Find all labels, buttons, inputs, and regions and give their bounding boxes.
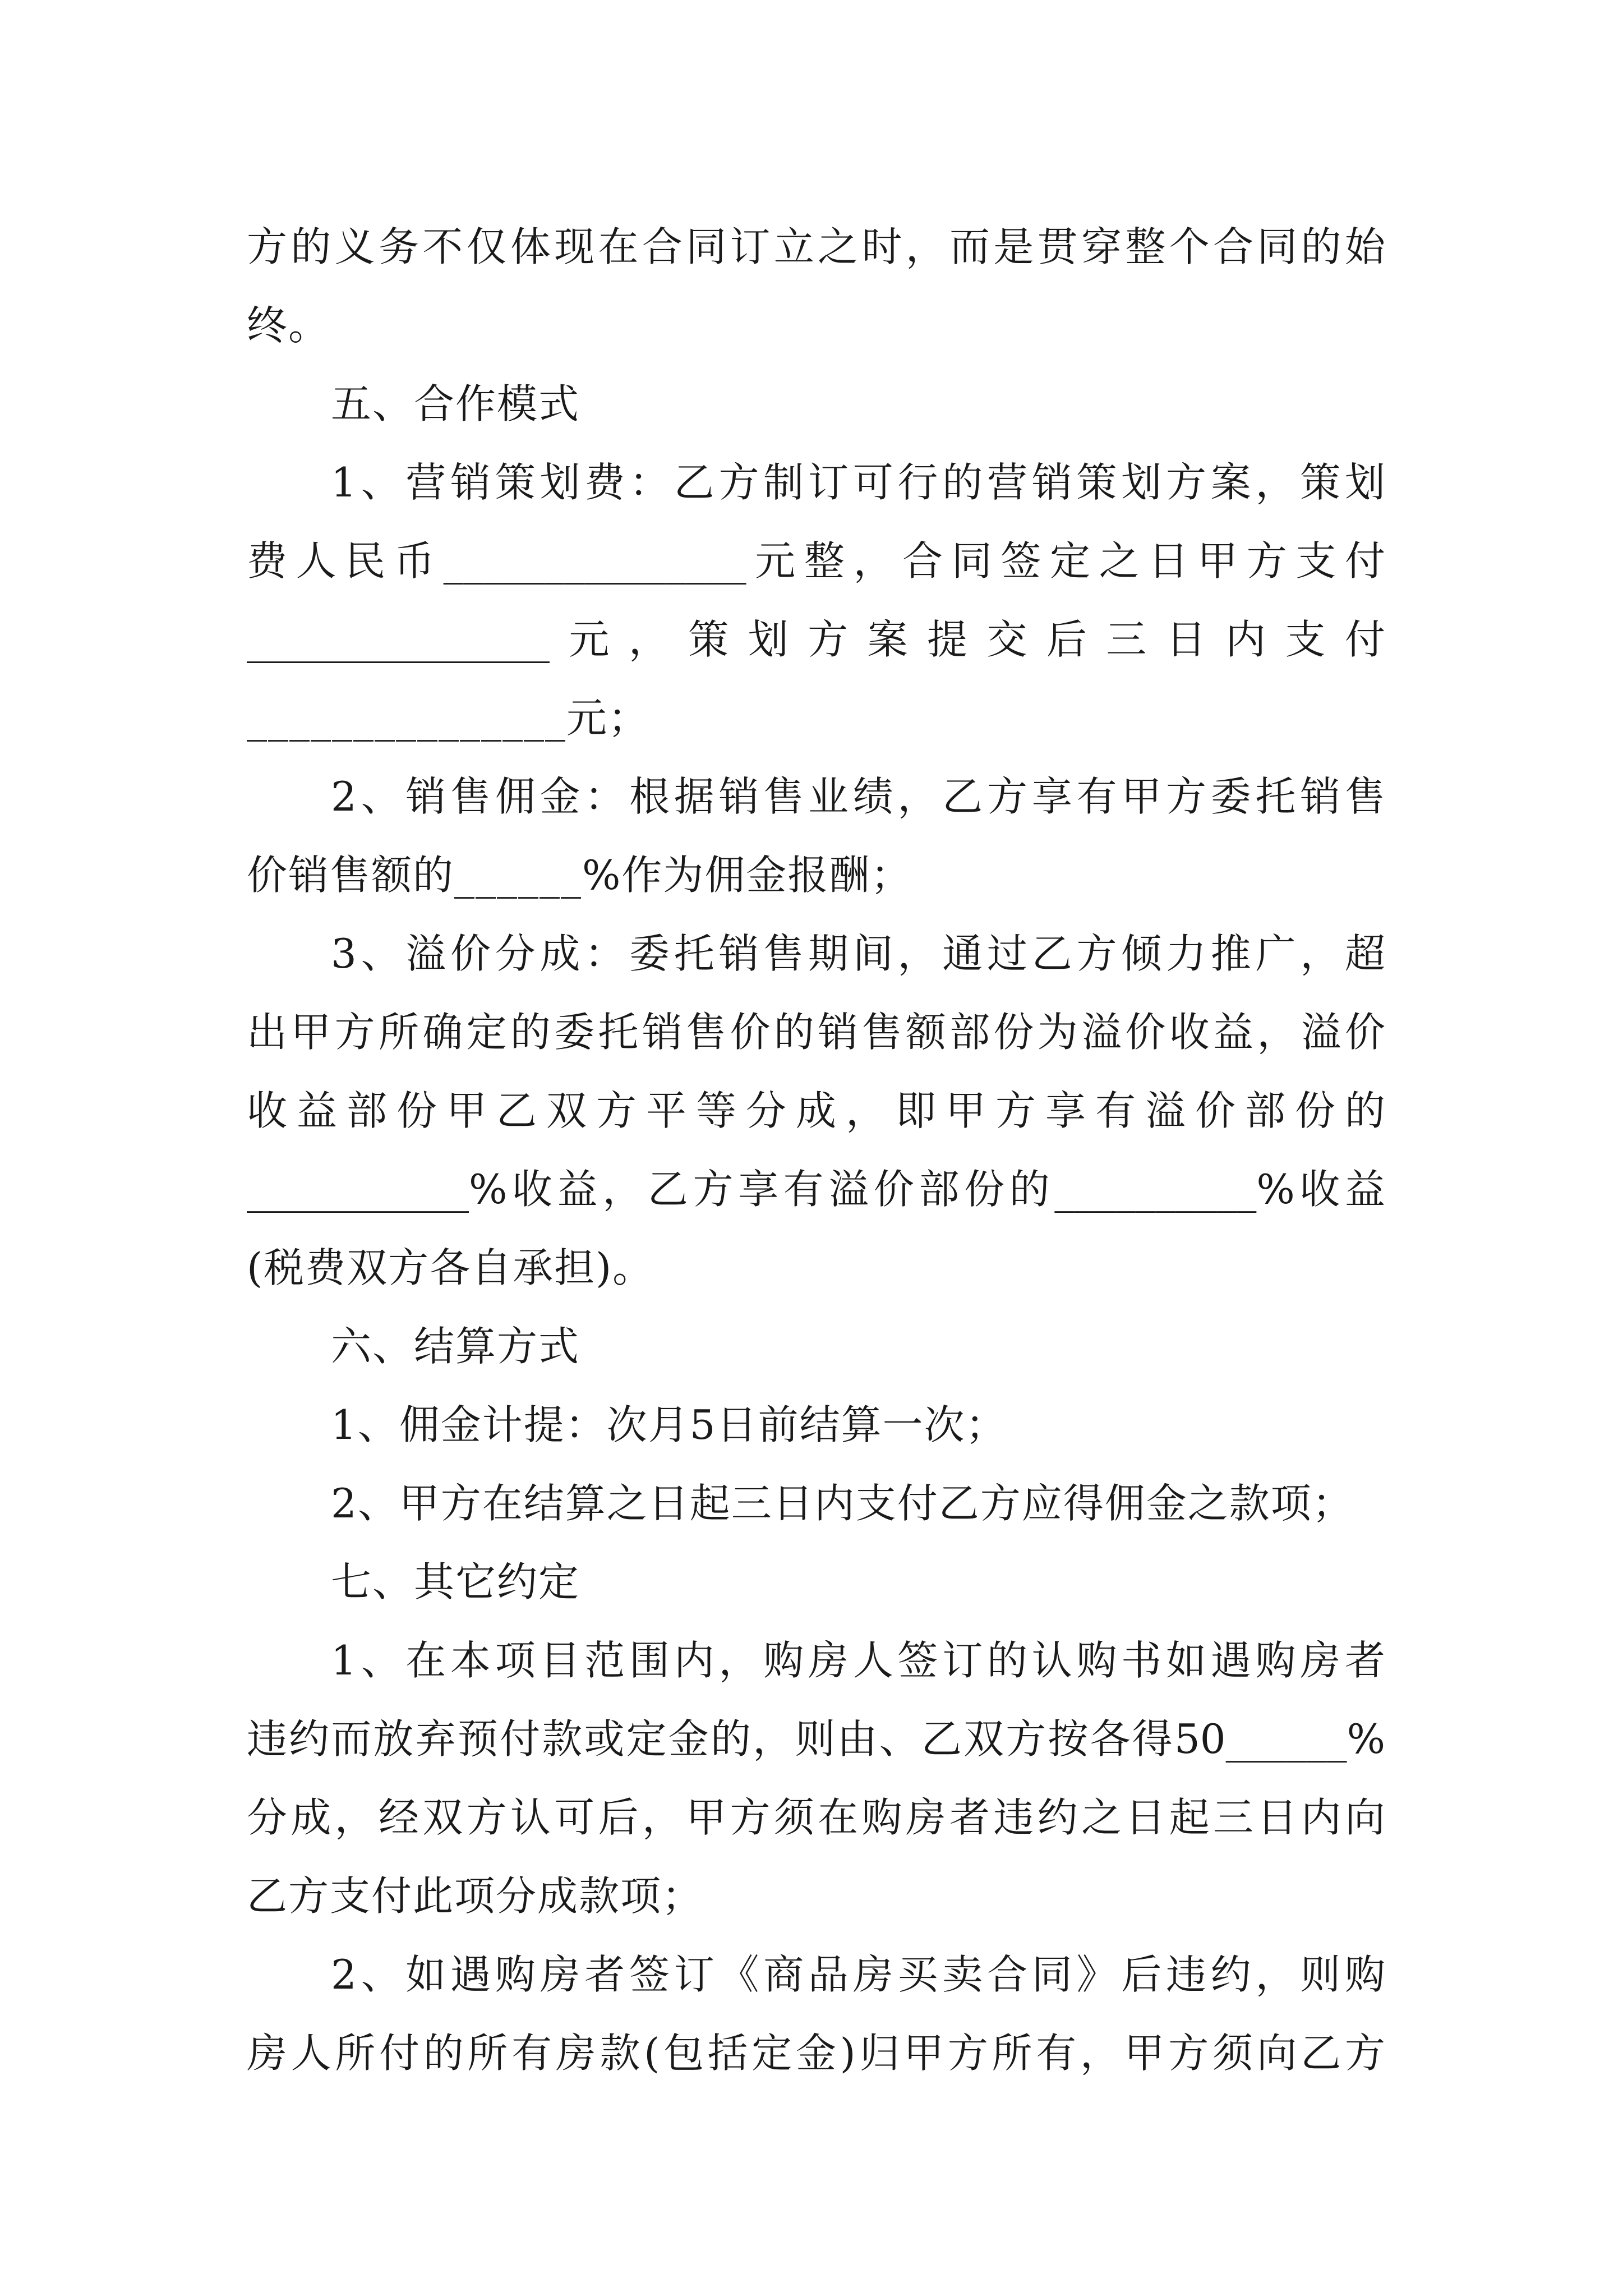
text-line: 终。 xyxy=(247,302,330,349)
text-line: 费人民币_______________元整，合同签定之日甲方支付 xyxy=(247,537,1385,585)
text-line: 乙方支付此项分成款项； xyxy=(247,1872,704,1920)
text-line: 房人所付的所有房款(包括定金)归甲方所有，甲方须向乙方 xyxy=(247,2030,1385,2077)
text-line: 出甲方所确定的委托销售价的销售额部份为溢价收益，溢价 xyxy=(247,1009,1385,1056)
text-line: 1、佣金计提：次月5日前结算一次； xyxy=(331,1401,1007,1448)
section-heading: 七、其它约定 xyxy=(331,1558,580,1605)
text-line: 分成，经双方认可后，甲方须在购房者违约之日起三日内向 xyxy=(247,1794,1385,1841)
text-line: _______________元，策划方案提交后三日内支付 xyxy=(247,616,1385,663)
text-line: 收益部份甲乙双方平等分成，即甲方享有溢价部份的 xyxy=(247,1087,1385,1134)
text-line: 3、溢价分成：委托销售期间，通过乙方倾力推广，超 xyxy=(331,930,1385,977)
text-line: 违约而放弃预付款或定金的，则由、乙双方按各得50______% xyxy=(247,1715,1385,1763)
text-line: 2、销售佣金：根据销售业绩，乙方享有甲方委托销售 xyxy=(331,773,1385,820)
text-line: 1、营销策划费：乙方制订可行的营销策划方案，策划 xyxy=(331,459,1385,506)
section-heading: 六、结算方式 xyxy=(331,1323,580,1370)
section-heading: 五、合作模式 xyxy=(331,380,580,427)
text-line: 方的义务不仅体现在合同订立之时，而是贯穿整个合同的始 xyxy=(247,223,1385,270)
text-line: 2、如遇购房者签订《商品房买卖合同》后违约，则购 xyxy=(331,1951,1385,1998)
text-line: 2、甲方在结算之日起三日内支付乙方应得佣金之款项； xyxy=(331,1480,1354,1527)
text-line: 1、在本项目范围内，购房人签订的认购书如遇购房者 xyxy=(331,1637,1385,1684)
text-line: _______________元； xyxy=(247,694,650,742)
text-line: 价销售额的______%作为佣金报酬； xyxy=(247,852,912,899)
text-line: (税费双方各自承担)。 xyxy=(247,1244,654,1291)
text-line: ___________%收益，乙方享有溢价部份的__________%收益 xyxy=(247,1166,1385,1213)
